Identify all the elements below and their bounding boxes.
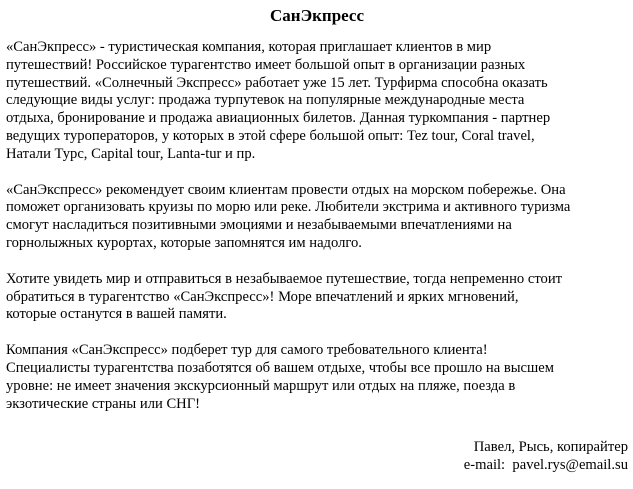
article-title: СанЭкпресс bbox=[270, 6, 364, 25]
paragraph-invitation: Хотите увидеть мир и отправиться в незабываемое путешествие, тогда непременно стоит обратиться в турагентство «СанЭкспресс»! Море впечатлений и ярких мгновений, которые останутся в вашей памяти. bbox=[6, 270, 563, 323]
paragraph-tour-selection: Компания «СанЭкспресс» подберет тур для самого требовательного клиента! Специалисты турагентства позаботятся об вашем отдыхе, чтобы все прошло на высшем уровне: не имеет значения экскурсионный маршрут или отдых на пляже, поезда в экзотические страны или СНГ! bbox=[6, 342, 554, 412]
paragraph-intro: «СанЭкпресс» - туристическая компания, которая приглашает клиентов в мир путешествий! Российское турагентство имеет большой опыт в организации разных путешествий. «Солнечный Экспресс» работает уже 15 лет. Турфирма способна оказать следующие виды услуг: продажа турпутевок на популярные международные места отдыха, бронирование и продажа авиационных билетов. Данная туркомпания - партнер ведущих туроператоров, у которых в этой сфере большой опыт: Tez tour, Coral travel, Натали Турс, Capital tour, Lanta-tur и пр. bbox=[6, 39, 551, 162]
email-label: e-mail: bbox=[463, 457, 506, 473]
signature-block bbox=[464, 438, 628, 474]
article bbox=[6, 6, 628, 431]
paragraph-sea-recommendation: «СанЭкспресс» рекомендует своим клиентам провести отдых на морском побережье. Она поможет организовать круизы по морю или реке. Любители экстрима и активного туризма смогут насладиться позитивными эмоциями и незабываемыми впечатлениями на горнолыжных курортах, которые запомнятся им надолго. bbox=[6, 181, 571, 251]
signature-author: Павел, Рысь, копирайтер bbox=[473, 439, 628, 455]
signature-email-line bbox=[464, 456, 628, 474]
email-address: pavel.rys@email.su bbox=[512, 457, 628, 473]
